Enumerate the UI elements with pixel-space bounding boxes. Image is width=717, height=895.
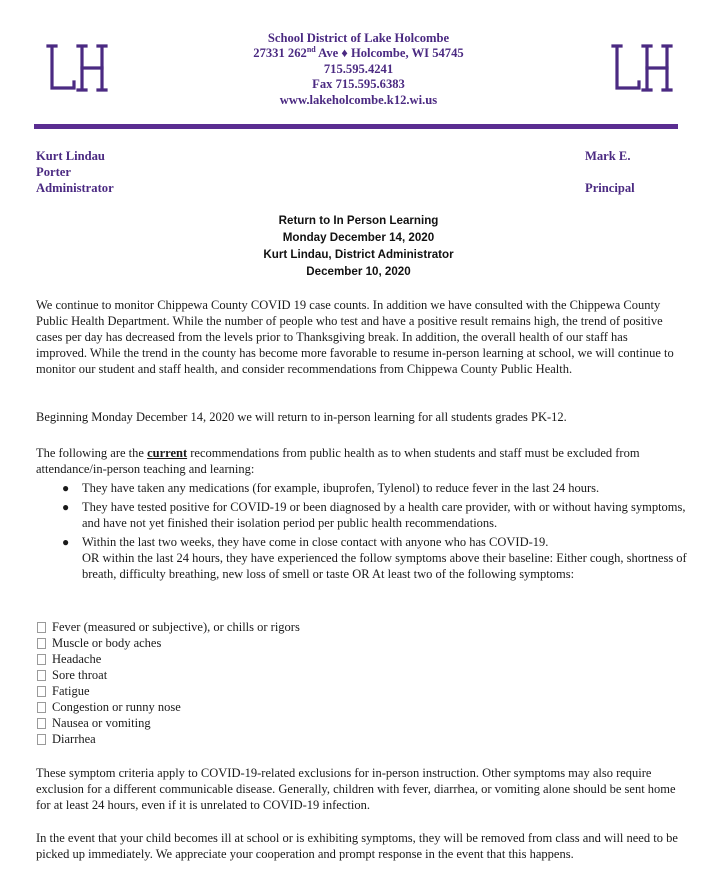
list-item: Diarrhea [36, 731, 300, 747]
official-name: Mark E. [585, 149, 631, 163]
paragraph-recommendations: The following are the current recommendations from public health as to when students and staff must be excluded from attendance/in-person teaching and learning: [36, 446, 640, 476]
officials-right [585, 148, 635, 196]
list-item: Muscle or body aches [36, 635, 300, 651]
paragraph-return-date: Beginning Monday December 14, 2020 we will return to in-person learning for all students grades PK-12. [36, 410, 567, 424]
exclusion-criteria-list [62, 480, 687, 585]
list-item: Fever (measured or subjective), or chills or rigors [36, 619, 300, 635]
letterhead [200, 31, 517, 108]
checkbox-icon [37, 702, 46, 713]
list-item: Fatigue [36, 683, 300, 699]
list-item: Congestion or runny nose [36, 699, 300, 715]
emphasis-current: current [147, 446, 188, 460]
paragraph-symptom-criteria: These symptom criteria apply to COVID-19-related exclusions for in-person instruction. Other symptoms may also require exclusion for a different communicable disease. Generally, children with fever, diarrhea, or vomiting alone should be sent home for at least 24 hours, even if it is unrelated to COVID-19 infection. [36, 766, 676, 812]
district-logo-right [603, 38, 681, 100]
district-name: School District of Lake Holcombe [267, 31, 450, 45]
official-title: Administrator [36, 181, 114, 195]
list-item: Sore throat [36, 667, 300, 683]
checkbox-icon [37, 686, 46, 697]
official-title: Principal [585, 181, 635, 195]
paragraph-monitoring: We continue to monitor Chippewa County COVID 19 case counts. In addition we have consulted with the Chippewa County Public Health Department. While the number of people who test and have a positive result remains high, the trend of positive cases per day has decreased from the levels prior to Thanksgiving break. In addition, the overall health of our staff has improved. While the trend in the county has become more favorable to resume in-person learning at school, we will continue to monitor our student and staff health, and consider recommendations from Chippewa County Public Health. [36, 298, 674, 376]
memo-date-line: Monday December 14, 2020 [282, 231, 435, 244]
memo-heading [0, 212, 717, 280]
bullet-icon: ● [62, 535, 70, 549]
official-name: Kurt Lindau [36, 149, 105, 163]
checkbox-icon [37, 718, 46, 729]
list-item: Headache [36, 651, 300, 667]
checkbox-icon [37, 638, 46, 649]
checkbox-icon [37, 670, 46, 681]
memo-issued: December 10, 2020 [306, 265, 411, 278]
district-phone: 715.595.4241 [323, 61, 394, 76]
official-name-cont [585, 164, 635, 180]
memo-title: Return to In Person Learning [278, 214, 439, 227]
list-item: ● Within the last two weeks, they have come in close contact with anyone who has COVID-19. OR within the last 24 hours, they have experienced the follow symptoms above their baseline: Either cough, shortness of breath, difficulty breathing, new loss of smell or taste OR At least two of the following symptoms: [62, 535, 687, 581]
checkbox-icon [37, 654, 46, 665]
paragraph-illness-at-school: In the event that your child becomes ill at school or is exhibiting symptoms, they will be removed from class and will need to be picked up immediately. We appreciate your cooperation and prompt response in the event that this happens. [36, 831, 678, 861]
list-item: Nausea or vomiting [36, 715, 300, 731]
district-fax: Fax 715.595.6383 [312, 77, 405, 92]
header-divider [34, 124, 678, 129]
memo-author: Kurt Lindau, District Administrator [263, 248, 454, 261]
checkbox-icon [37, 622, 46, 633]
list-item: ● They have taken any medications (for example, ibuprofen, Tylenol) to reduce fever in the last 24 hours. [62, 481, 600, 495]
district-logo-left [38, 38, 116, 100]
bullet-icon: ● [62, 481, 70, 495]
symptom-list [36, 619, 300, 747]
district-website[interactable]: www.lakeholcombe.k12.wi.us [279, 92, 438, 107]
officials-left [36, 148, 114, 196]
list-item: ● They have tested positive for COVID-19 or been diagnosed by a health care provider, with or without having symptoms, and have not yet finished their isolation period per public health recommendations. [62, 500, 686, 530]
bullet-continuation: OR within the last 24 hours, they have experienced the follow symptoms above their baseline: Either cough, shortness of breath, difficulty breathing, new loss of smell or taste OR At least two of the following symptoms: [82, 551, 687, 581]
district-address: 27331 262nd Ave ♦ Holcombe, WI 54745 [253, 45, 464, 61]
checkbox-icon [37, 734, 46, 745]
bullet-icon: ● [62, 500, 70, 514]
official-name-cont: Porter [36, 165, 71, 179]
